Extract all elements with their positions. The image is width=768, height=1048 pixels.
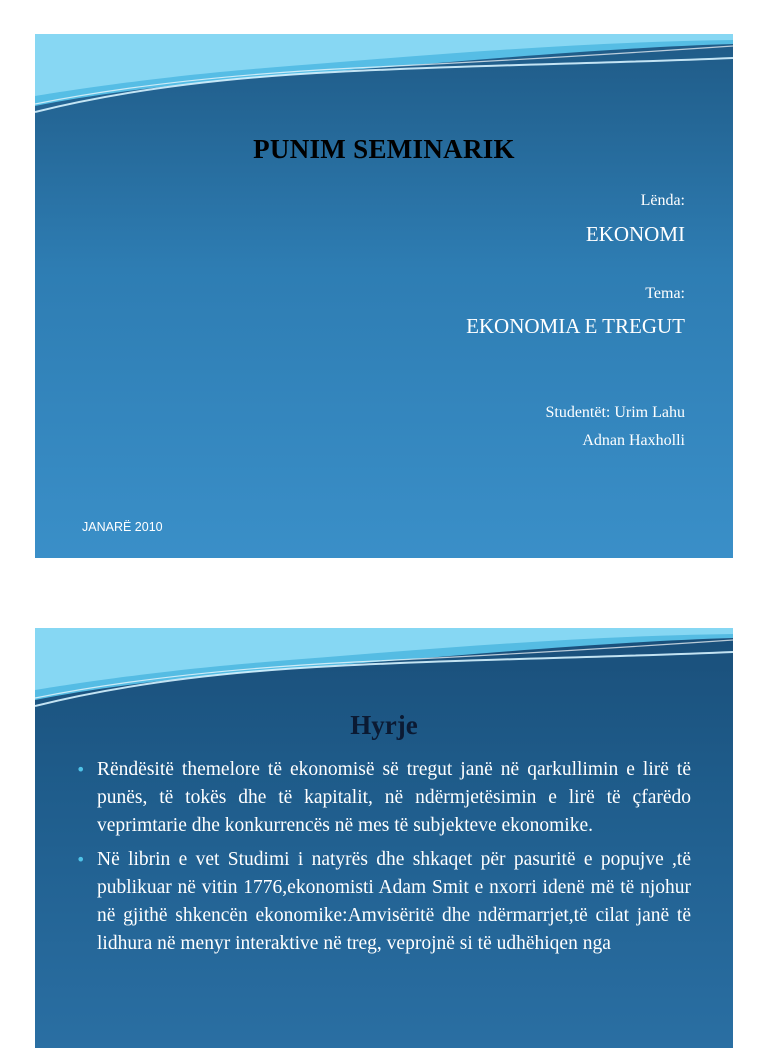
bullet-list [75,756,691,964]
students-line-2: Adnan Haxholli [582,432,685,449]
subject-value: EKONOMI [585,222,685,246]
bullet-text: Në librin e vet Studimi i natyrës dhe shkaqet për pasuritë e popujve ,të publikuar në vitin 1776,ekonomisti Adam Smit e nxorri idenë më të njohur në gjithë shkencën ekonomike:Amvisëritë dhe ndërmarrjet,të cilat janë të lidhura në menyr interaktive në treg, veprojnë si të udhëhiqen nga [97,849,691,954]
bullet-dot-icon: • [76,760,86,779]
list-item [75,756,691,840]
topic-value: EKONOMIA E TREGUT [466,314,685,338]
bullet-dot-icon: • [76,850,86,869]
slide-title: PUNIM SEMINARIK [253,134,515,164]
students-line-1: Studentët: Urim Lahu [545,404,685,421]
topic-label: Tema: [645,285,685,302]
intro-slide [35,628,733,1048]
list-item [75,846,691,958]
wave-decoration [35,628,733,708]
date-label: JANARË 2010 [82,520,163,534]
title-slide [35,34,733,558]
subject-label: Lënda: [640,192,685,209]
bullet-text: Rëndësitë themelore të ekonomisë së tregut janë në qarkullimin e lirë të punës, të tokës dhe të kapitalit, në ndërmjetësimin e lirë të çfarëdo veprimtarie dhe konkurrencës në mes të subjekteve ekonomike. [97,759,691,836]
slide-title: Hyrje [350,710,418,740]
wave-decoration [35,34,733,114]
